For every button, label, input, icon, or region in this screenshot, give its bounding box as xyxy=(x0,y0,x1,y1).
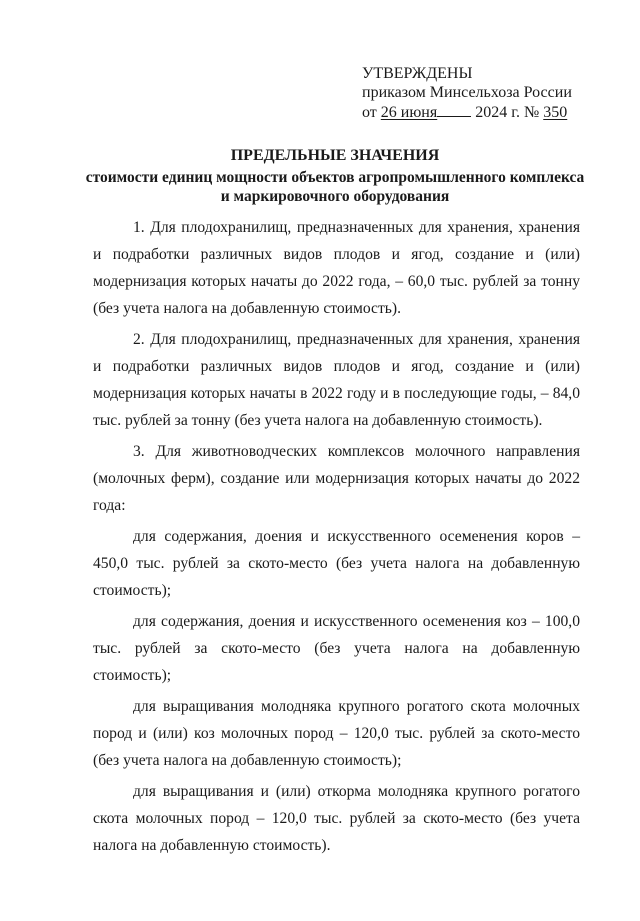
paragraph-item-2: 2. Для плодохранилищ, предназначенных для хранения, хранения и подработки различных видов плодов и ягод, создание и (или) модернизация которых начаты в 2022 году и в последующие годы, – 84,0 тыс. рублей за тонну (без учета налога на добавленную стоимость). xyxy=(93,331,580,429)
approval-number: 350 xyxy=(543,104,568,121)
paragraph-item-3: 3. Для животноводческих комплексов молочного направления (молочных ферм), создание или модернизация которых начаты до 2022 года: xyxy=(93,443,580,514)
document-body xyxy=(93,214,580,863)
approval-prefix: от xyxy=(362,104,377,121)
document-title xyxy=(80,146,590,206)
approval-order-issuer: приказом Минсельхоза России xyxy=(362,84,572,101)
approval-date: 26 июня xyxy=(380,104,438,121)
paragraph-item-1: 1. Для плодохранилищ, предназначенных для хранения, хранения и подработки различных видов плодов и ягод, создание и (или) модернизация которых начаты до 2022 года, – 60,0 тыс. рублей за тонну (без учета налога на добавленную стоимость). xyxy=(93,219,580,317)
approval-heading: УТВЕРЖДЕНЫ xyxy=(362,65,473,82)
title-subtitle-line1: стоимости единиц мощности объектов агропромышленного комплекса xyxy=(85,169,585,186)
approval-date-line xyxy=(362,102,572,122)
paragraph-subitem-goats: для содержания, доения и искусственного осеменения коз – 100,0 тыс. рублей за ското-место (без учета налога на добавленную стоимость); xyxy=(93,613,580,684)
approval-year: 2024 г. № xyxy=(475,104,540,121)
approval-date-blank xyxy=(437,102,471,117)
approval-stamp xyxy=(362,64,572,122)
title-subtitle-line2: и маркировочного оборудования xyxy=(220,188,450,205)
paragraph-subitem-fattening: для выращивания и (или) откорма молодняка крупного рогатого скота молочных пород – 120,0 тыс. рублей за ското-место (без учета налога на добавленную стоимость). xyxy=(93,783,580,854)
paragraph-subitem-cows: для содержания, доения и искусственного осеменения коров – 450,0 тыс. рублей за ското-место (без учета налога на добавленную стоимость); xyxy=(93,528,580,599)
paragraph-subitem-young-stock: для выращивания молодняка крупного рогатого скота молочных пород и (или) коз молочных пород – 120,0 тыс. рублей за ското-место (без учета налога на добавленную стоимость); xyxy=(93,698,580,769)
title-main: ПРЕДЕЛЬНЫЕ ЗНАЧЕНИЯ xyxy=(230,147,440,164)
